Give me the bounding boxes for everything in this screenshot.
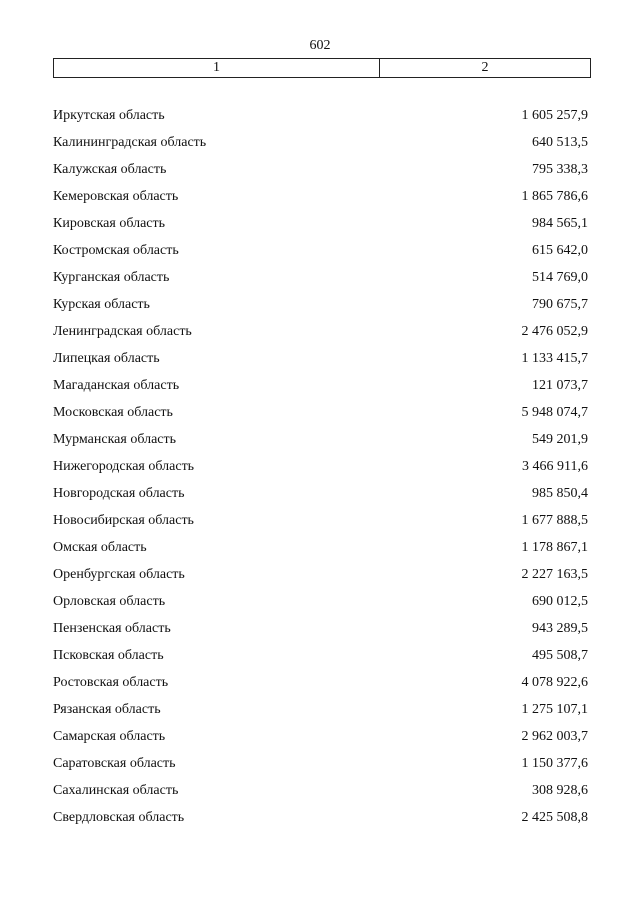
region-value: 514 769,0 [532,269,588,285]
region-name: Новосибирская область [53,512,194,528]
region-value: 943 289,5 [532,620,588,636]
region-value: 549 201,9 [532,431,588,447]
region-value: 495 508,7 [532,647,588,663]
region-value: 1 677 888,5 [521,512,588,528]
region-name: Оренбургская область [53,566,185,582]
table-row [53,507,588,534]
region-name: Калининградская область [53,134,207,150]
region-name: Костромская область [53,242,179,258]
region-name: Магаданская область [53,377,180,393]
region-name: Самарская область [53,728,166,744]
region-value: 1 178 867,1 [521,539,588,555]
table-row [53,291,588,318]
table-row [53,588,588,615]
region-value: 1 275 107,1 [521,701,588,717]
region-value: 690 012,5 [532,593,588,609]
table-row [53,210,588,237]
region-name: Новгородская область [53,485,185,501]
region-name: Курская область [53,296,150,312]
region-name: Рязанская область [53,701,161,717]
table-row [53,237,588,264]
region-value: 4 078 922,6 [521,674,588,690]
region-name: Омская область [53,539,147,555]
region-value: 1 133 415,7 [521,350,588,366]
region-value: 2 962 003,7 [521,728,588,744]
region-name: Саратовская область [53,755,176,771]
region-value: 1 865 786,6 [521,188,588,204]
region-name: Свердловская область [53,809,185,825]
table-row [53,156,588,183]
region-name: Кемеровская область [53,188,179,204]
region-name: Орловская область [53,593,166,609]
region-value: 1 605 257,9 [521,107,588,123]
region-value: 640 513,5 [532,134,588,150]
table-row [53,426,588,453]
region-name: Ленинградская область [53,323,192,339]
region-value: 1 150 377,6 [521,755,588,771]
column-header-1: 1 [54,59,380,77]
table-row [53,777,588,804]
column-header-2: 2 [481,60,489,75]
region-name: Липецкая область [53,350,160,366]
table-row [53,561,588,588]
table-row [53,183,588,210]
table-row [53,642,588,669]
region-table-body [53,102,588,831]
region-value: 308 928,6 [532,782,588,798]
table-row [53,534,588,561]
region-value: 790 675,7 [532,296,588,312]
table-row [53,345,588,372]
region-name: Нижегородская область [53,458,195,474]
region-value: 121 073,7 [532,377,588,393]
region-name: Кировская область [53,215,166,231]
table-row [53,264,588,291]
region-value: 2 476 052,9 [521,323,588,339]
region-value: 5 948 074,7 [521,404,588,420]
region-name: Московская область [53,404,173,420]
table-row [53,750,588,777]
table-row [53,804,588,831]
table-header [53,58,591,78]
region-value: 615 642,0 [532,242,588,258]
table-row [53,129,588,156]
table-row [53,372,588,399]
region-value: 984 565,1 [532,215,588,231]
table-row [53,669,588,696]
region-name: Курганская область [53,269,170,285]
region-name: Ростовская область [53,674,169,690]
region-value: 3 466 911,6 [522,458,588,474]
region-name: Калужская область [53,161,167,177]
table-row [53,399,588,426]
region-name: Псковская область [53,647,164,663]
region-value: 795 338,3 [532,161,588,177]
region-name: Мурманская область [53,431,177,447]
table-row [53,453,588,480]
region-value: 985 850,4 [532,485,588,501]
region-value: 2 425 508,8 [521,809,588,825]
table-row [53,723,588,750]
table-row [53,696,588,723]
region-name: Иркутская область [53,107,165,123]
table-row [53,318,588,345]
region-name: Сахалинская область [53,782,179,798]
table-row [53,480,588,507]
table-row [53,102,588,129]
table-row [53,615,588,642]
region-name: Пензенская область [53,620,171,636]
page-number: 602 [309,38,331,53]
region-value: 2 227 163,5 [521,566,588,582]
